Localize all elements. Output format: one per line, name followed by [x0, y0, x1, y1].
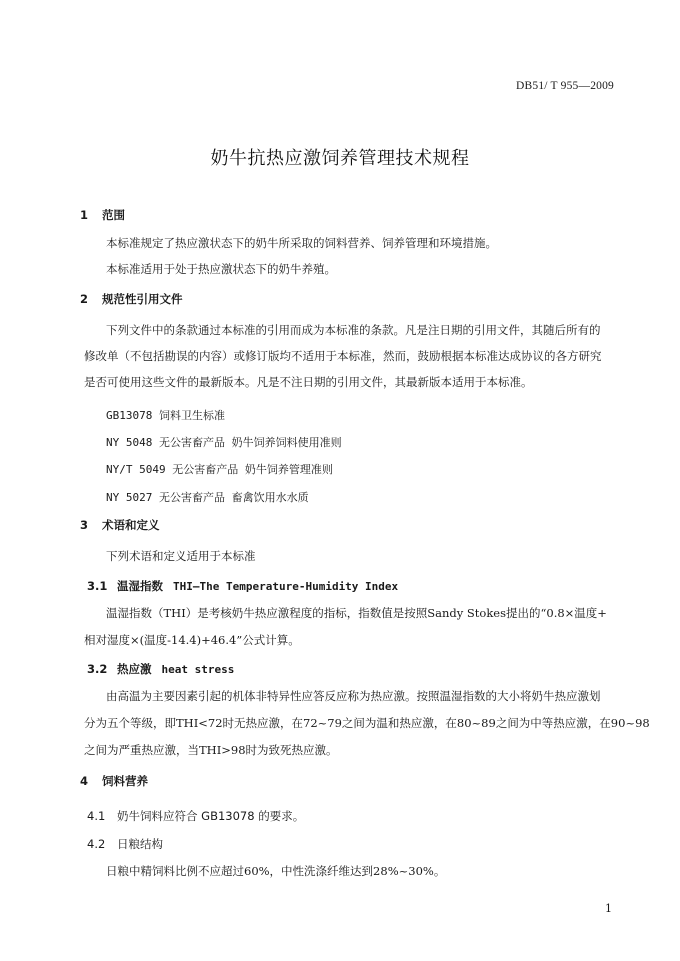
section-number: 4.1: [87, 809, 106, 823]
section-number: 4: [80, 774, 89, 788]
section-3-2-line-3: 之间为严重热应激，当THI>98时为致死热应激。: [84, 743, 338, 757]
section-title: 范围: [102, 208, 125, 222]
section-3-2-heading: [87, 661, 234, 677]
section-4-2-heading: [87, 836, 163, 852]
section-title: 温湿指数: [117, 579, 163, 593]
standard-code: DB51/ T 955—2009: [516, 80, 614, 92]
section-4-2-line-1: 日粮中精饲料比例不应超过60%，中性洗涤纤维达到28%~30%。: [106, 864, 446, 878]
section-3-1-heading: [87, 578, 398, 594]
section-title: 日粮结构: [117, 837, 163, 851]
section-1-paragraph-2: 本标准适用于处于热应激状态下的奶牛养殖。: [106, 262, 336, 276]
section-3-2-line-2: 分为五个等级，即THI<72时无热应激，在72~79之间为温和热应激，在80~89之间为中等热应激，在90~98: [84, 716, 650, 730]
section-number: 4.2: [87, 837, 106, 851]
section-title: 热应激: [117, 662, 152, 676]
page-number: 1: [605, 902, 612, 915]
section-title-english: heat stress: [161, 663, 235, 676]
section-title-english: THI—The Temperature-Humidity Index: [173, 580, 399, 593]
document-title: 奶牛抗热应激饲养管理技术规程: [210, 148, 470, 169]
section-4-1-heading: [87, 808, 304, 824]
section-3-2-line-1: 由高温为主要因素引起的机体非特异性应答反应称为热应激。按照温湿指数的大小将奶牛热应激划: [106, 689, 601, 703]
section-number: 3.1: [87, 579, 108, 593]
section-title: 奶牛饲料应符合 GB13078 的要求。: [117, 809, 305, 823]
section-number: 3: [80, 518, 89, 532]
section-1-paragraph-1: 本标准规定了热应激状态下的奶牛所采取的饲料营养、饲养管理和环境措施。: [106, 236, 497, 250]
section-number: 2: [80, 292, 89, 306]
section-2-paragraph-line-2: 修改单（不包括勘误的内容）或修订版均不适用于本标准，然而，鼓励根据本标准达成协议的各方研究: [84, 349, 602, 363]
section-title: 规范性引用文件: [102, 292, 183, 306]
section-2-paragraph-line-3: 是否可使用这些文件的最新版本。凡是不注日期的引用文件，其最新版本适用于本标准。: [84, 375, 533, 389]
section-2-heading: [80, 291, 183, 307]
section-3-1-line-1: 温湿指数（THI）是考核奶牛热应激程度的指标，指数值是按照Sandy Stokes提出的“0.8×温度+: [106, 606, 607, 620]
section-2-paragraph-line-1: 下列文件中的条款通过本标准的引用而成为本标准的条款。凡是注日期的引用文件，其随后所有的: [106, 323, 601, 337]
section-1-heading: [80, 207, 125, 223]
section-3-intro: 下列术语和定义适用于本标准: [106, 549, 256, 563]
section-number: 1: [80, 208, 89, 222]
section-4-heading: [80, 773, 148, 789]
section-title: 饲料营养: [102, 774, 148, 788]
section-3-1-line-2: 相对湿度×(温度-14.4)+46.4”公式计算。: [84, 633, 300, 647]
reference-ny5048: NY 5048 无公害畜产品 奶牛饲养饲料使用准则: [106, 436, 342, 449]
reference-gb13078: GB13078 饲料卫生标准: [106, 409, 225, 422]
reference-nyt5049: NY/T 5049 无公害畜产品 奶牛饲养管理准则: [106, 463, 333, 476]
section-title: 术语和定义: [102, 518, 160, 532]
reference-ny5027: NY 5027 无公害畜产品 畜禽饮用水水质: [106, 491, 309, 504]
section-number: 3.2: [87, 662, 108, 676]
section-3-heading: [80, 517, 160, 533]
